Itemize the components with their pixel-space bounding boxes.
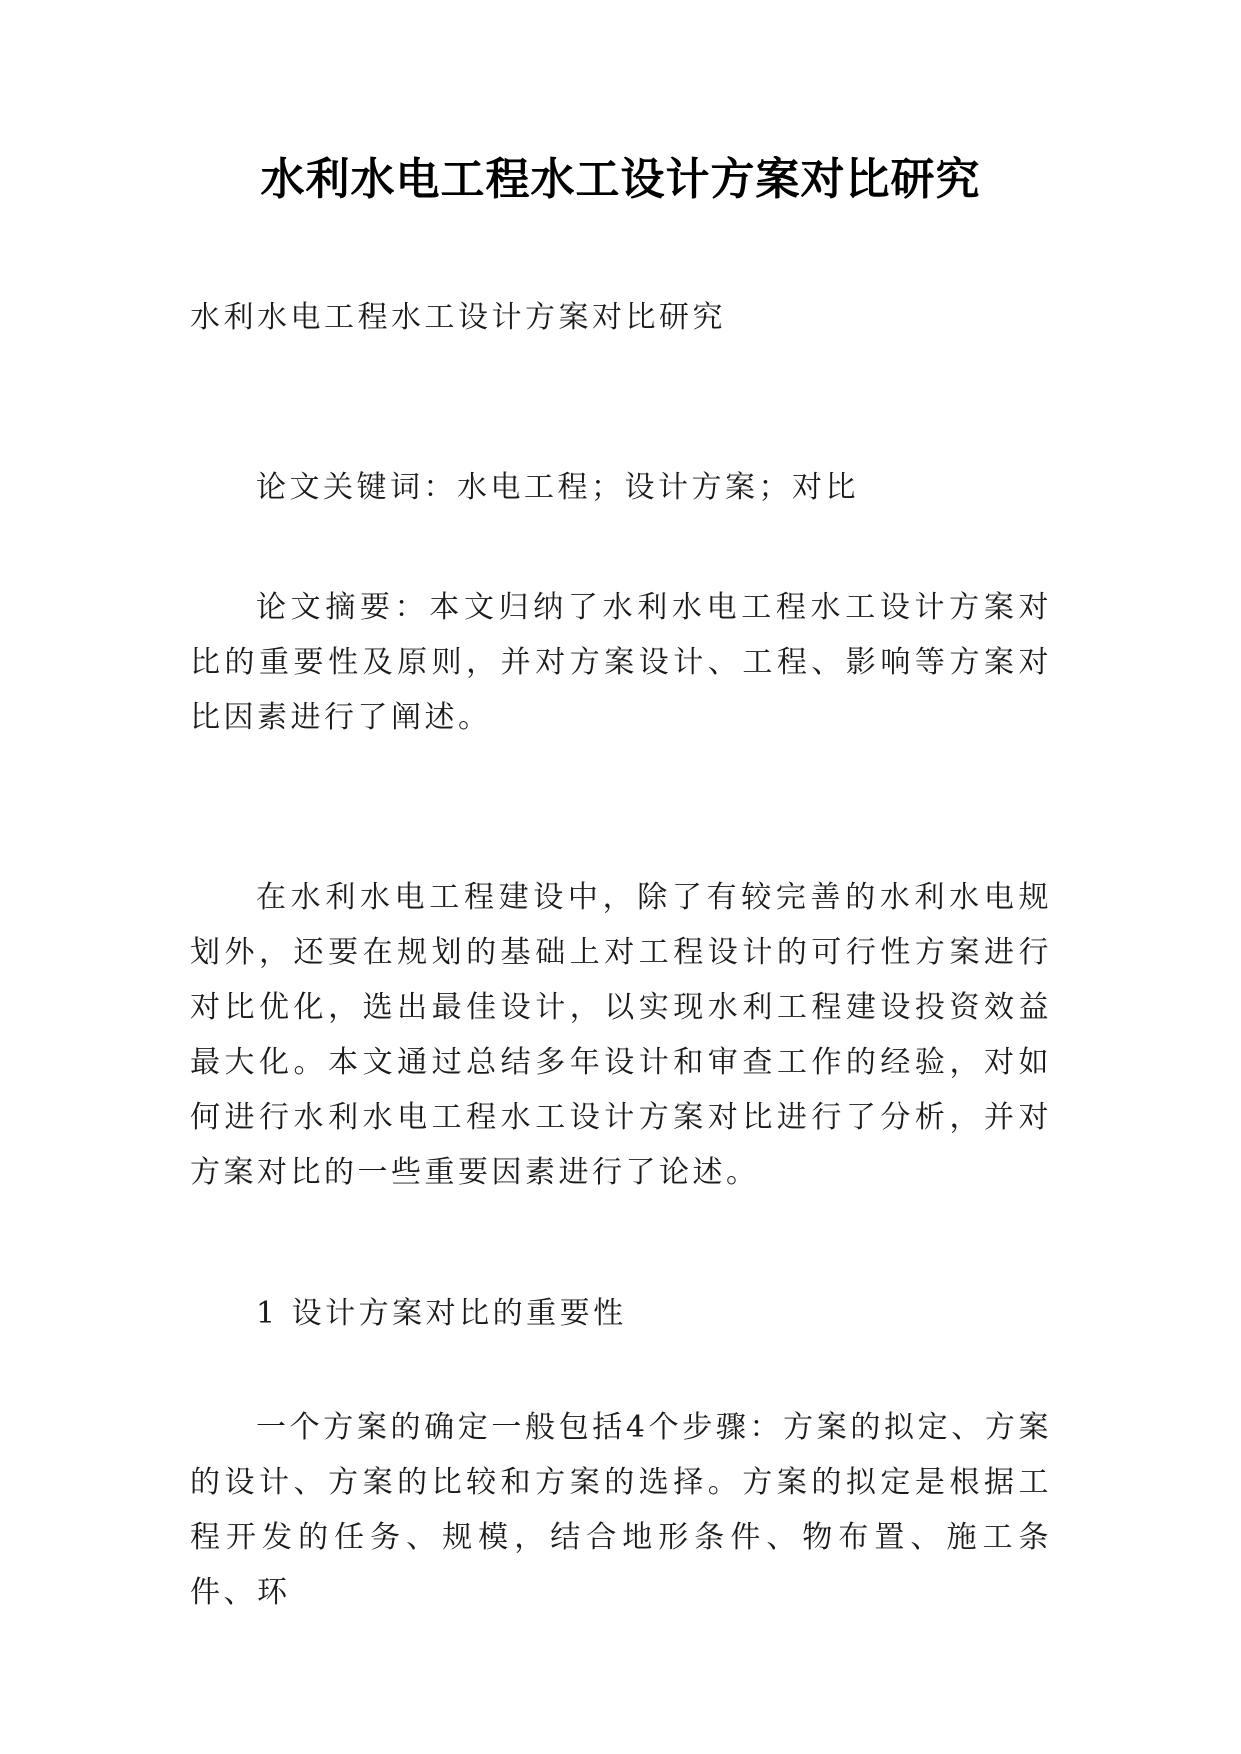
abstract-paragraph: 论文摘要：本文归纳了水利水电工程水工设计方案对比的重要性及原则，并对方案设计、工程、影响等方案对比因素进行了阐述。 bbox=[190, 590, 1052, 735]
body-paragraph: 一个方案的确定一般包括4个步骤：方案的拟定、方案的设计、方案的比较和方案的选择。方案的拟定是根据工程开发的任务、规模，结合地形条件、物布置、施工条件、环 bbox=[190, 1410, 1052, 1610]
keywords-paragraph: 论文关键词：水电工程；设计方案；对比 bbox=[256, 470, 859, 505]
section-heading: 1 设计方案对比的重要性 bbox=[256, 1296, 627, 1331]
document-title: 水利水电工程水工设计方案对比研究 bbox=[260, 154, 981, 205]
introduction-paragraph: 在水利水电工程建设中，除了有较完善的水利水电规划外，还要在规划的基础上对工程设计的可行性方案进行对比优化，选出最佳设计，以实现水利工程建设投资效益最大化。本文通过总结多年设计和审查工作的经验，对如何进行水利水电工程水工设计方案对比进行了分析，并对方案对比的一些重要因素进行了论述。 bbox=[190, 880, 1052, 1190]
document-subtitle: 水利水电工程水工设计方案对比研究 bbox=[190, 300, 726, 335]
